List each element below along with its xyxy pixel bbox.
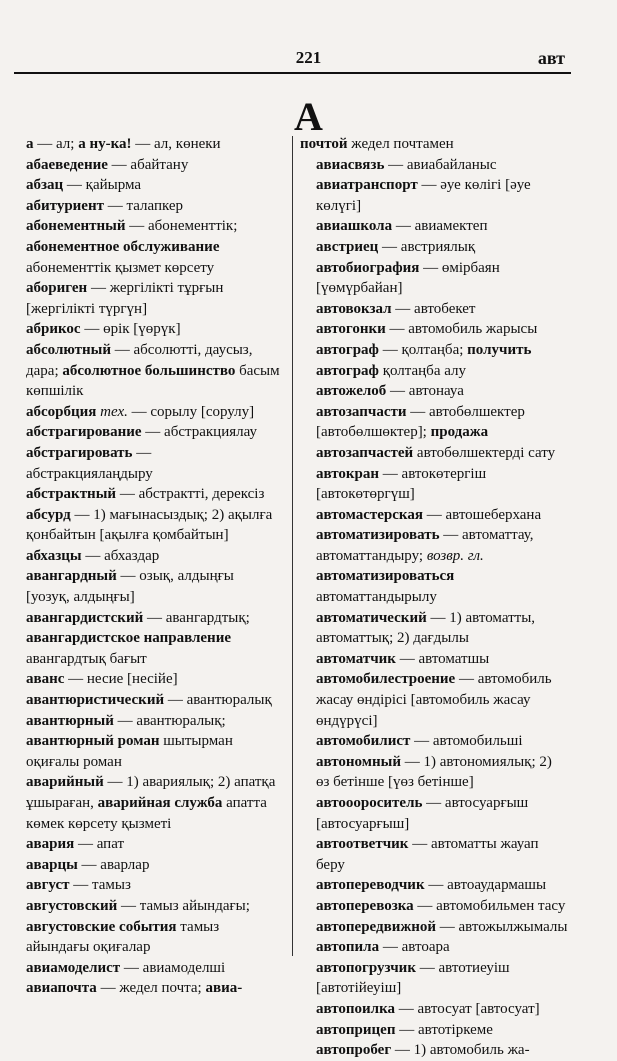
dictionary-entry — [300, 525, 568, 607]
definition-text: — автотіркеме — [395, 1021, 493, 1038]
running-head: авт — [537, 48, 565, 68]
definition-text: — автожылжымалы — [436, 918, 568, 935]
definition-text: — 1) автоматты, автоматтық; 2) дағдылы — [316, 609, 536, 647]
dictionary-entry — [10, 896, 280, 958]
headword: а ну-ка! — [78, 136, 132, 152]
definition-text: — автосуарғыш [автосуарғыш] — [316, 795, 529, 832]
column-divider — [292, 136, 293, 956]
dictionary-entry — [300, 155, 568, 176]
definition-text: шытырман оқиғалы роман — [26, 733, 233, 770]
headword: почтой — [300, 136, 348, 152]
headword: абонементный — [26, 218, 126, 235]
definition-text: — ал; — [33, 136, 79, 152]
headword: автогонки — [316, 321, 386, 338]
headword: абсолютный — [26, 341, 112, 358]
dictionary-entry — [300, 1020, 568, 1041]
headword: абитуриент — [26, 197, 104, 214]
definition-text: — өмірбаян [үөмүрбайан] — [316, 259, 500, 297]
dictionary-entry — [10, 402, 280, 423]
dictionary-entry — [10, 566, 280, 607]
definition-text: — қайырма — [63, 177, 142, 194]
headword: абстрагировать — [26, 444, 133, 461]
dictionary-entry — [300, 793, 568, 834]
definition-text: — абайтану — [107, 156, 189, 173]
definition-text: — жедел почта; — [96, 980, 206, 997]
definition-text: — автонауа — [386, 383, 464, 400]
definition-text: — 1) авариялық; 2) апатқа ұшыраған, — [26, 774, 276, 811]
headword: абрикос — [26, 321, 81, 338]
dictionary-entry — [300, 999, 568, 1020]
definition-text: — аварлар — [77, 856, 150, 873]
headword: аварийный — [26, 774, 104, 791]
headword: августовский — [26, 897, 118, 914]
dictionary-entry — [300, 917, 568, 938]
headword: получить автограф — [316, 341, 532, 379]
headword: автожелоб — [316, 383, 387, 400]
definition-text: — автомобиль жарысы — [385, 321, 538, 338]
definition-text: — әуе көлігі [әуе көлүгі] — [316, 177, 531, 214]
dictionary-entry — [300, 381, 568, 402]
page-number: 221 — [295, 48, 322, 67]
dictionary-entry — [10, 669, 280, 690]
headword: автопоилка — [316, 1000, 396, 1017]
definition-text: жедел почтамен — [347, 136, 454, 152]
definition-text: — автошеберхана — [422, 506, 542, 523]
dictionary-entry — [10, 690, 280, 711]
dictionary-entry — [10, 505, 280, 546]
definition-text: — автоматтау, автоматтандыру; — [316, 527, 534, 564]
definition-text: — автомобильші — [410, 733, 523, 750]
dictionary-entry — [10, 422, 280, 443]
definition-text: — автоара — [379, 939, 450, 956]
dictionary-entry — [10, 196, 280, 217]
definition-text: — авантюралық; — [113, 712, 226, 729]
dictionary-entry — [10, 978, 280, 999]
headword: автоматчик — [316, 650, 396, 667]
definition-text: — автомобиль жасау өндірісі [автомобиль жасау өндүрүсі] — [316, 671, 552, 729]
definition-text: — несие [несійе] — [64, 671, 178, 688]
definition-text: — абхаздар — [81, 547, 160, 564]
definition-text: — өрік [үөрүк] — [80, 321, 181, 338]
headword: авиа- — [205, 980, 243, 997]
dictionary-entry — [10, 608, 280, 670]
dictionary-entry — [10, 134, 280, 155]
definition-text: — авантюралық — [164, 692, 272, 709]
dictionary-entry — [300, 402, 568, 464]
dictionary-entry — [300, 731, 568, 752]
headword: авантюрный роман — [26, 733, 160, 750]
definition-text: — талапкер — [103, 197, 184, 214]
headword: автограф — [316, 341, 379, 358]
headword: а — [26, 136, 34, 152]
dictionary-entry — [10, 319, 280, 340]
headword: абаеведение — [26, 156, 108, 173]
definition-text: — авангардтық; — [143, 609, 250, 626]
headword: абзац — [26, 177, 64, 194]
dictionary-entry — [10, 340, 280, 402]
dictionary-entry — [10, 443, 280, 484]
dictionary-entry — [300, 875, 568, 896]
headword: авангардистское направление — [26, 630, 231, 647]
definition-text: — автоматшы — [395, 650, 490, 667]
headword: абстрагирование — [26, 424, 142, 441]
definition-text: — абстракциялаңдыру — [26, 444, 153, 482]
headword: аварийная служба — [97, 795, 223, 811]
headword: автоматизировать — [316, 527, 440, 544]
headword: автопила — [316, 939, 380, 956]
headword: августовские события — [26, 918, 177, 935]
dictionary-entry — [300, 464, 568, 505]
headword: автозапчасти — [316, 403, 407, 420]
dictionary-entry — [300, 669, 568, 731]
headword: абориген — [26, 280, 88, 297]
headword: авангардистский — [26, 609, 144, 626]
headword: автопередвижной — [316, 918, 436, 935]
definition-text: авангардтық бағыт — [26, 650, 147, 667]
definition-text: — абонементтік; — [125, 218, 238, 235]
headword: продажа автозапчастей — [316, 424, 489, 461]
dictionary-entry — [10, 546, 280, 567]
dictionary-entry — [300, 134, 568, 155]
headword: австриец — [316, 238, 379, 255]
dictionary-entry — [10, 958, 280, 979]
headword: август — [26, 877, 70, 894]
grammar-label: тех. — [100, 403, 128, 420]
definition-text: — авиамектеп — [392, 218, 488, 235]
dictionary-entry — [10, 711, 280, 773]
dictionary-entry — [300, 834, 568, 875]
definition-text: қолтаңба алу — [378, 362, 467, 379]
definition-text: — австриялық — [378, 238, 476, 255]
dictionary-entry — [300, 896, 568, 917]
dictionary-entry — [10, 278, 280, 319]
definition-text: — автосуат [автосуат] — [395, 1000, 540, 1017]
dictionary-entry — [300, 608, 568, 649]
dictionary-entry — [10, 155, 280, 176]
headword: абхазцы — [26, 547, 82, 564]
dictionary-entry — [10, 484, 280, 505]
headword: автокран — [316, 465, 380, 482]
headword: авиасвязь — [316, 156, 385, 173]
headword: автономный — [316, 753, 401, 770]
headword: автомастерская — [316, 506, 423, 523]
dictionary-entry — [300, 299, 568, 320]
definition-text: — тамыз айындағы; — [117, 897, 250, 914]
dictionary-entry — [10, 855, 280, 876]
dictionary-entry — [300, 216, 568, 237]
dictionary-entry — [300, 1040, 568, 1061]
dictionary-entry — [300, 958, 568, 999]
headword: абонементное обслуживание — [26, 238, 220, 255]
dictionary-entry — [10, 216, 280, 278]
headword: автоматизироваться — [316, 568, 455, 585]
definition-text: — сорылу [сорулу] — [127, 403, 255, 420]
definition-text: автобөлшектерді сату — [413, 444, 556, 461]
dictionary-entry — [300, 649, 568, 670]
definition-text: — автотиеуіш [автотійеуіш] — [316, 959, 510, 997]
dictionary-entry — [300, 340, 568, 381]
headword: авантюрный — [26, 712, 114, 729]
dictionary-entry — [10, 875, 280, 896]
headword: авария — [26, 836, 75, 853]
section-letter: А — [294, 94, 323, 139]
definition-text: — апат — [74, 836, 125, 853]
definition-text: — автокөтергіш [автокөтөргүш] — [316, 465, 487, 503]
definition-text: — тамыз — [69, 877, 131, 894]
headword: абсурд — [26, 506, 71, 523]
headword: автоперевозка — [316, 897, 414, 914]
grammar-label: возвр. гл. — [426, 547, 484, 564]
headword: автобиография — [316, 259, 420, 276]
definition-text: — автомобильмен тасу — [413, 897, 566, 914]
definition-text: — 1) автономиялық; 2) өз бетінше [үөз бетінше] — [316, 753, 552, 791]
dictionary-entry — [300, 319, 568, 340]
headword: абсорбция — [26, 403, 97, 420]
headword: абсолютное большинство — [62, 362, 236, 379]
definition-text: — ал, көнеки — [131, 136, 221, 152]
dictionary-entry — [300, 237, 568, 258]
headword: аванс — [26, 671, 65, 688]
headword: автоприцеп — [316, 1021, 396, 1038]
definition-text: — 1) автомобиль жа- — [391, 1042, 530, 1059]
definition-text: — автоматты жауап беру — [316, 836, 539, 873]
definition-text: — авиамоделші — [120, 959, 226, 976]
headword: автопогрузчик — [316, 959, 416, 976]
definition-text: — автобекет — [391, 300, 476, 317]
dictionary-entry — [10, 834, 280, 855]
definition-text: басым көпшілік — [26, 362, 280, 400]
headword: абстрактный — [26, 486, 117, 503]
definition-text: — абстракциялау — [141, 424, 257, 441]
definition-text: — абстрактті, дерексіз — [116, 486, 265, 503]
definition-text: — 1) мағынасыздық; 2) ақылға қонбайтын [ақылға қомбайтын] — [26, 506, 273, 544]
headword: авиашкола — [316, 218, 393, 235]
dictionary-entry — [10, 772, 280, 834]
headword: автовокзал — [316, 300, 392, 317]
definition-text: — автобөлшектер [автобөлшөктер]; — [316, 403, 525, 441]
headword: автоответчик — [316, 836, 409, 853]
dictionary-entry — [300, 752, 568, 793]
headword: автомобилист — [316, 733, 411, 750]
headword: автопробег — [316, 1042, 392, 1059]
dictionary-entry — [300, 505, 568, 526]
dictionary-entry — [10, 175, 280, 196]
dictionary-entry — [300, 258, 568, 299]
definition-text: автоматтандырылу — [316, 589, 437, 606]
headword: авиамоделист — [26, 959, 121, 976]
dictionary-entry — [300, 937, 568, 958]
headword: аварцы — [26, 856, 78, 873]
definition-text: — автоаудармашы — [424, 877, 547, 894]
headword: авиатранспорт — [316, 177, 418, 194]
definition-text: тамыз айындағы оқиғалар — [26, 918, 220, 956]
definition-text: — абсолютті, даусыз, дара; — [26, 341, 253, 379]
headword: автопереводчик — [316, 877, 425, 894]
headword: авиапочта — [26, 980, 97, 997]
left-column — [10, 134, 280, 999]
headword: авангардный — [26, 568, 117, 585]
definition-text: абонементтік қызмет көрсету — [26, 259, 215, 276]
definition-text: — жергілікті тұрғын [жергілікті түргүн] — [26, 280, 224, 317]
definition-text: апатта көмек көрсету қызметі — [26, 795, 267, 832]
headword: автооороситель — [316, 795, 423, 811]
headword: автомобилестроение — [316, 671, 456, 688]
definition-text: — қолтаңба; — [378, 341, 468, 358]
dictionary-entry — [300, 175, 568, 216]
definition-text: — озық, алдыңғы [уозуқ, алдыңғы] — [26, 568, 234, 606]
right-column — [300, 134, 568, 1061]
header-rule — [14, 72, 571, 74]
headword: автоматический — [316, 609, 427, 626]
headword: авантюристический — [26, 692, 165, 709]
definition-text: — авиабайланыс — [384, 156, 497, 173]
